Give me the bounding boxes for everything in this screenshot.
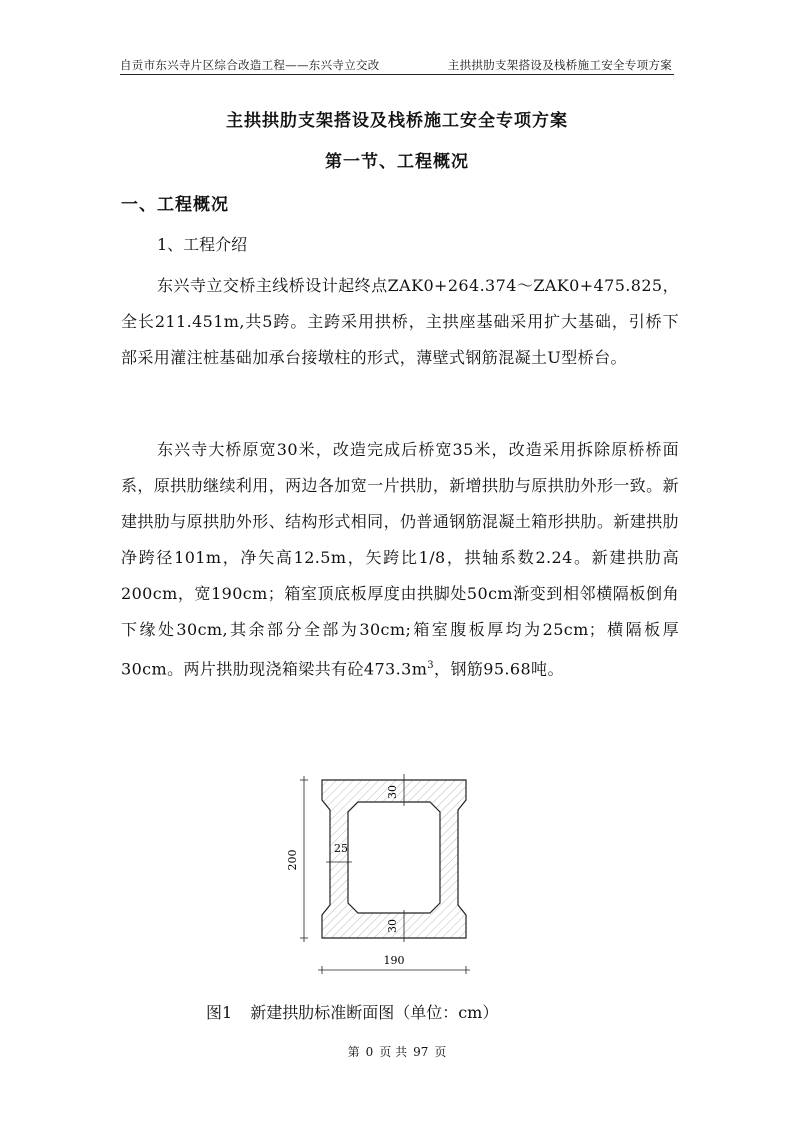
dim-bottom-label: 30 (386, 919, 399, 933)
dim-width-label: 190 (383, 954, 405, 967)
box-section-drawing (270, 770, 500, 980)
heading-level-2: 1、工程介绍 (157, 235, 248, 254)
running-header-left: 自贡市东兴寺片区综合改造工程——东兴寺立交改 (120, 58, 380, 72)
page-footer (0, 1043, 794, 1060)
section-title: 第一节、工程概况 (325, 152, 469, 172)
figure-caption (206, 1000, 498, 1023)
header-divider (120, 74, 674, 75)
heading-level-1: 一、工程概况 (121, 195, 229, 215)
dim-height-label: 200 (286, 849, 299, 871)
paragraph-details-text: 东兴寺大桥原宽30米，改造完成后桥宽35米，改造采用拆除原桥桥面系，原拱肋继续利用，两边各加宽一片拱肋，新增拱肋与原拱肋外形一致。新建拱肋与原拱肋外形、结构形式相同，仍普通钢筋混凝土箱形拱肋。新建拱肋净跨径101m，净矢高12.5m，矢跨比1/8，拱轴系数2.24。新建拱肋高200cm，宽190cm；箱室顶底板厚度由拱脚处50cm渐变到相邻横隔板倒角下缘处30cm,其余部分全部为30cm;箱室腹板厚均为25cm；横隔板厚30cm。两片拱肋现浇箱梁共有砼473.3m (121, 440, 679, 679)
footer-page-number: 0 (365, 1045, 374, 1059)
footer-prefix: 第 (347, 1045, 360, 1059)
running-header-right: 主拱拱肋支架搭设及栈桥施工安全专项方案 (447, 58, 672, 72)
section-outline (322, 780, 466, 938)
paragraph-intro: 东兴寺立交桥主线桥设计起终点ZAK0+264.374～ZAK0+475.825，全长211.451m,共5跨。主跨采用拱桥，主拱座基础采用扩大基础，引桥下部采用灌注桩基础加承台接墩柱的形式，薄壁式钢筋混凝土U型桥台。 (121, 276, 679, 367)
footer-total-pages: 97 (413, 1045, 429, 1059)
dim-web-label: 25 (334, 842, 348, 855)
footer-suffix: 页 (434, 1045, 447, 1059)
paragraph-details (121, 432, 679, 687)
footer-mid: 页 共 (379, 1045, 408, 1059)
dim-top-label: 30 (386, 785, 399, 799)
superscript-3: 3 (427, 660, 435, 671)
figure-caption-text: 新建拱肋标准断面图（单位：cm） (250, 1003, 499, 1022)
paragraph-details-tail: ，钢筋95.68吨。 (434, 659, 564, 679)
figure-number: 图1 (206, 1003, 233, 1022)
document-title: 主拱拱肋支架搭设及栈桥施工安全专项方案 (226, 111, 568, 131)
cross-section-figure (270, 770, 500, 980)
